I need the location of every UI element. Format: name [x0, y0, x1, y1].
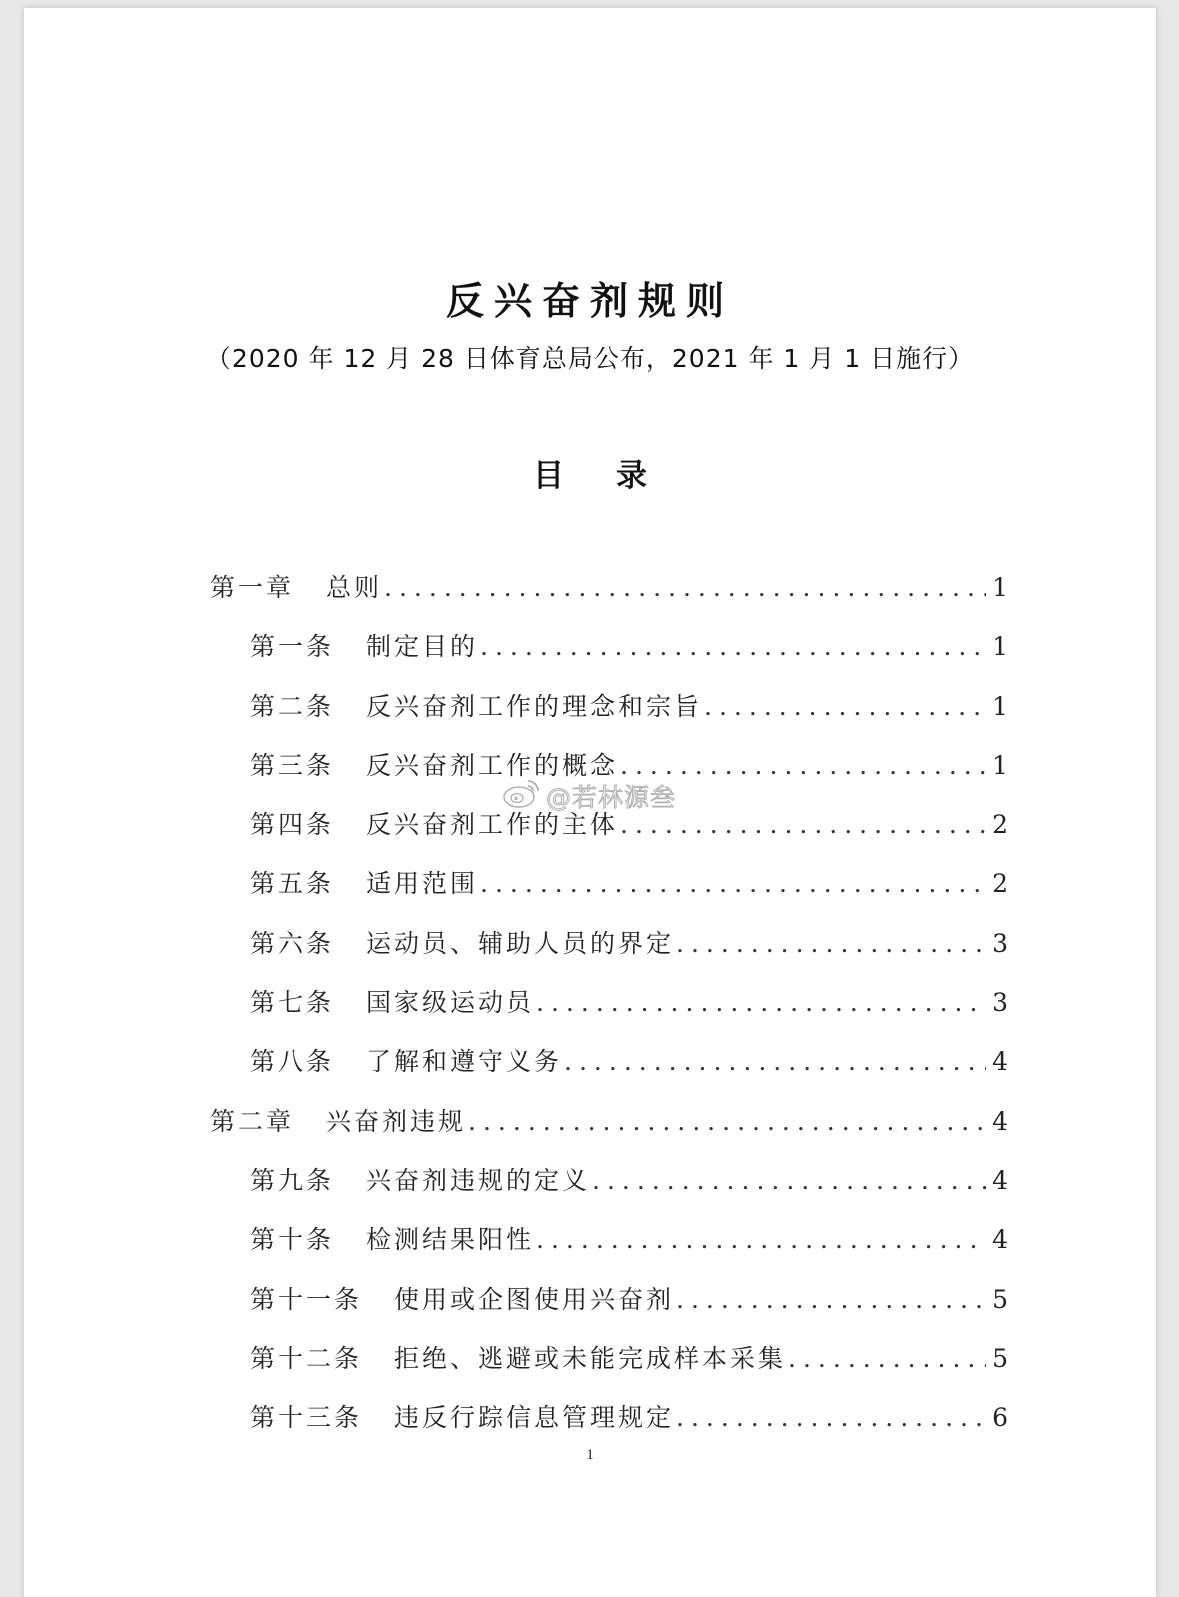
toc-entry-page: 1 — [992, 691, 1008, 721]
toc-entry-page: 1 — [992, 750, 1008, 780]
toc-entry-page: 5 — [992, 1284, 1008, 1314]
toc-leader-dots — [564, 1047, 986, 1076]
toc-entry-page: 3 — [992, 988, 1008, 1018]
toc-entry-page: 4 — [992, 1047, 1008, 1077]
toc-entry-number: 第七条 — [250, 988, 335, 1018]
toc-article — [210, 1161, 1008, 1220]
toc-heading: 目录 — [533, 458, 699, 494]
toc-entry-number: 第十二条 — [250, 1343, 363, 1373]
toc-chapter — [210, 568, 1008, 627]
toc-entry-number: 第三条 — [250, 750, 335, 780]
toc-entry-page: 1 — [992, 573, 1008, 602]
toc-entry-title: 国家级运动员 — [366, 988, 535, 1018]
toc-leader-dots — [480, 632, 986, 661]
toc-entry-number: 第十三条 — [250, 1403, 363, 1433]
toc-entry-title: 反兴奋剂工作的概念 — [366, 750, 619, 780]
toc-entry-title: 适用范围 — [366, 869, 479, 899]
toc-entry-number: 第五条 — [250, 869, 335, 899]
toc-article — [210, 1220, 1008, 1279]
toc-article — [210, 983, 1008, 1042]
toc-article — [210, 864, 1008, 923]
toc-leader-dots — [536, 1225, 986, 1254]
toc-chapter — [210, 1102, 1008, 1161]
toc-entry-page: 4 — [992, 1106, 1008, 1136]
weibo-logo-icon — [502, 776, 542, 815]
toc-entry-number: 第六条 — [250, 928, 335, 958]
toc-leader-dots — [592, 1166, 986, 1195]
toc-entry-title: 兴奋剂违规 — [326, 1106, 467, 1136]
toc-entry-number: 第二条 — [250, 691, 335, 721]
toc-entry-page: 1 — [992, 632, 1008, 662]
toc-entry-title: 反兴奋剂工作的理念和宗旨 — [366, 691, 703, 721]
toc-article — [210, 1339, 1008, 1398]
page-number: 1 — [586, 1447, 594, 1463]
toc-article — [210, 627, 1008, 686]
toc-entry-number: 第一条 — [250, 632, 335, 662]
toc-entry-page: 2 — [992, 810, 1008, 840]
toc-entry-title: 使用或企图使用兴奋剂 — [394, 1284, 675, 1314]
toc-leader-dots — [480, 869, 986, 898]
table-of-contents — [210, 568, 1008, 1457]
toc-entry-number: 第九条 — [250, 1165, 335, 1195]
toc-entry-title: 运动员、辅助人员的界定 — [366, 928, 675, 958]
toc-entry-page: 2 — [992, 869, 1008, 899]
toc-entry-number: 第二章 — [210, 1106, 295, 1136]
watermark-text: @若林源叁 — [546, 782, 677, 812]
toc-entry-title: 检测结果阳性 — [366, 1225, 535, 1255]
toc-leader-dots — [704, 692, 986, 721]
document-page — [24, 8, 1156, 1597]
toc-leader-dots — [788, 1344, 986, 1373]
toc-entry-title: 拒绝、逃避或未能完成样本采集 — [394, 1343, 787, 1373]
toc-entry-title: 了解和遵守义务 — [366, 1047, 563, 1077]
toc-leader-dots — [536, 988, 986, 1017]
toc-article — [210, 687, 1008, 746]
toc-leader-dots — [384, 573, 986, 602]
toc-entry-page: 3 — [992, 928, 1008, 958]
toc-entry-page: 5 — [992, 1343, 1008, 1373]
toc-article — [210, 924, 1008, 983]
toc-article — [210, 1280, 1008, 1339]
watermark — [502, 776, 676, 815]
toc-entry-number: 第一章 — [210, 573, 295, 602]
toc-leader-dots — [468, 1107, 986, 1136]
toc-entry-page: 4 — [992, 1225, 1008, 1255]
toc-leader-dots — [676, 1285, 986, 1314]
toc-entry-page: 4 — [992, 1165, 1008, 1195]
toc-entry-number: 第十一条 — [250, 1284, 363, 1314]
toc-leader-dots — [676, 1403, 986, 1432]
document-subtitle: （2020 年 12 月 28 日体育总局公布，2021 年 1 月 1 日施行） — [205, 344, 975, 373]
toc-entry-page: 6 — [992, 1403, 1008, 1433]
toc-entry-number: 第十条 — [250, 1225, 335, 1255]
toc-entry-number: 第四条 — [250, 810, 335, 840]
toc-leader-dots — [676, 929, 986, 958]
toc-entry-title: 违反行踪信息管理规定 — [394, 1403, 675, 1433]
toc-entry-title: 反兴奋剂工作的主体 — [366, 810, 619, 840]
toc-entry-title: 制定目的 — [366, 632, 479, 662]
toc-article — [210, 1042, 1008, 1101]
toc-entry-title: 兴奋剂违规的定义 — [366, 1165, 591, 1195]
toc-entry-title: 总则 — [326, 573, 383, 602]
document-title: 反兴奋剂规则 — [445, 278, 734, 323]
toc-entry-number: 第八条 — [250, 1047, 335, 1077]
